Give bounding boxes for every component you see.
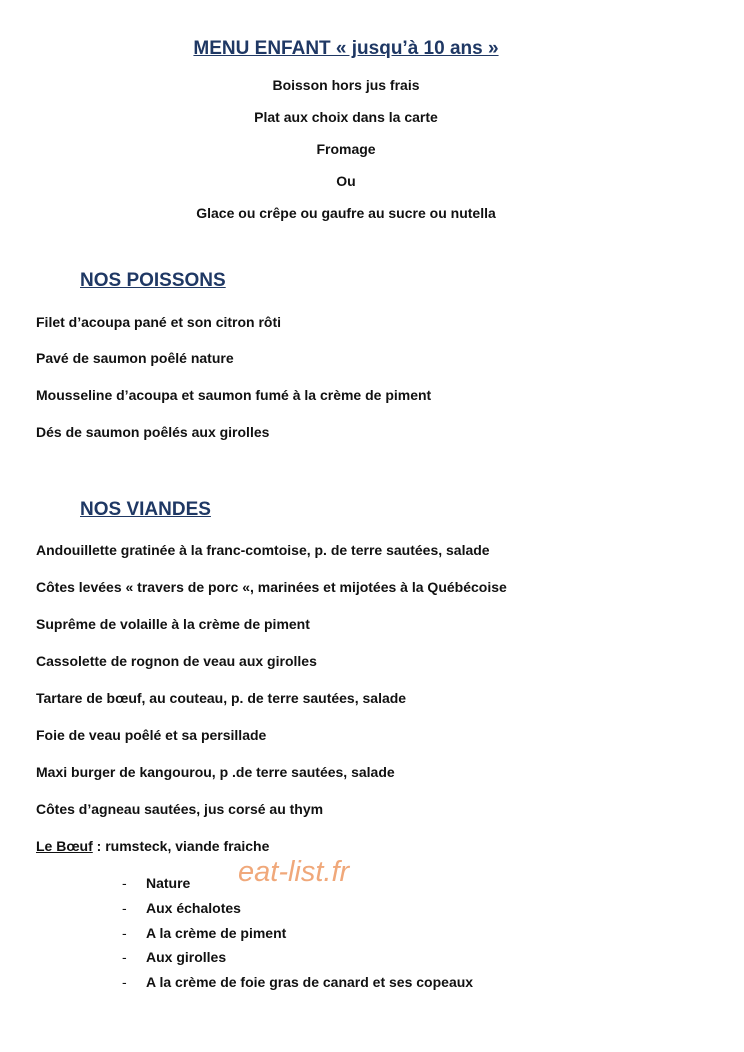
- boeuf-option: - Nature: [122, 875, 191, 891]
- kids-menu-title: MENU ENFANT « jusqu’à 10 ans »: [193, 38, 499, 59]
- dish-item: Mousseline d’acoupa et saumon fumé à la crème de piment: [36, 387, 432, 403]
- boeuf-option: - A la crème de piment: [122, 925, 287, 941]
- dash-bullet: -: [122, 974, 127, 990]
- dish-item: Dés de saumon poêlés aux girolles: [36, 424, 270, 440]
- dish-item: Tartare de bœuf, au couteau, p. de terre sautées, salade: [36, 690, 407, 706]
- poissons-section-title: NOS POISSONS: [80, 270, 226, 291]
- kids-menu-line: Ou: [336, 173, 356, 189]
- dish-item: Maxi burger de kangourou, p .de terre sautées, salade: [36, 764, 395, 780]
- dish-item: Suprême de volaille à la crème de piment: [36, 616, 310, 632]
- dash-bullet: -: [122, 949, 127, 965]
- dash-bullet: -: [122, 925, 127, 941]
- boeuf-label: Le Bœuf: [36, 838, 93, 854]
- kids-menu-line: Plat aux choix dans la carte: [254, 109, 438, 125]
- viandes-section-title: NOS VIANDES: [80, 499, 211, 520]
- dish-item: Foie de veau poêlé et sa persillade: [36, 727, 267, 743]
- kids-menu-line: Glace ou crêpe ou gaufre au sucre ou nutella: [196, 205, 496, 221]
- dish-item: Andouillette gratinée à la franc-comtoise, p. de terre sautées, salade: [36, 542, 490, 558]
- boeuf-option: - Aux échalotes: [122, 900, 241, 916]
- kids-menu-line: Boisson hors jus frais: [272, 77, 420, 93]
- boeuf-description: : rumsteck, viande fraiche: [92, 838, 270, 854]
- boeuf-option: - Aux girolles: [122, 949, 227, 965]
- dish-item: Pavé de saumon poêlé nature: [36, 350, 234, 366]
- dash-bullet: -: [122, 900, 127, 916]
- watermark: eat-list.fr: [238, 856, 350, 888]
- boeuf-option: - A la crème de foie gras de canard et ses copeaux: [122, 974, 474, 990]
- kids-menu-line: Fromage: [316, 141, 376, 157]
- dash-bullet: -: [122, 875, 127, 891]
- boeuf-heading: [36, 838, 269, 854]
- dish-item: Côtes levées « travers de porc «, marinées et mijotées à la Québécoise: [36, 579, 507, 595]
- dish-item: Filet d’acoupa pané et son citron rôti: [36, 314, 282, 330]
- dish-item: Côtes d’agneau sautées, jus corsé au thym: [36, 801, 324, 817]
- dish-item: Cassolette de rognon de veau aux girolles: [36, 653, 317, 669]
